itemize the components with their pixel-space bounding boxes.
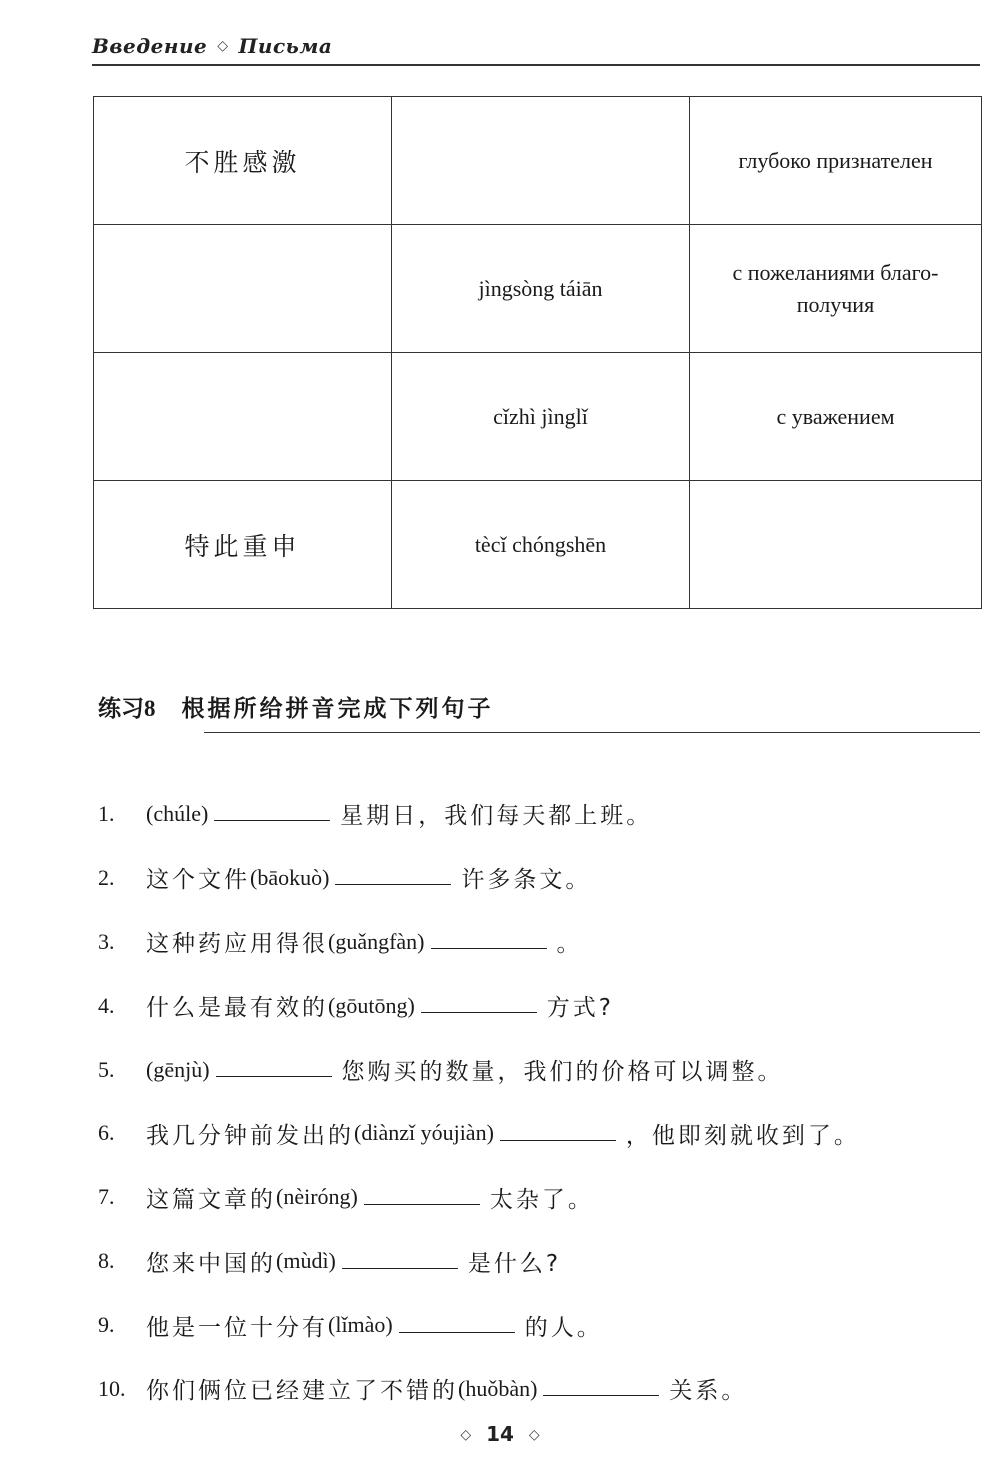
pinyin-hint: (bāokuò) (250, 864, 330, 890)
answer-blank[interactable] (399, 1314, 515, 1333)
diamond-right-icon: ◇ (528, 1427, 540, 1443)
sentence-number: 9. (98, 1312, 115, 1338)
sentence-item (98, 1229, 978, 1293)
sentence-text-after: 太杂了。 (489, 1186, 594, 1213)
sentence-number: 4. (98, 992, 115, 1018)
pinyin-cell: cǐzhì jìnglǐ (392, 353, 690, 481)
exercise-title: 根据所给拼音完成下列句子 (181, 696, 494, 722)
diamond-left-icon: ◇ (460, 1427, 472, 1443)
sentence-item (98, 1038, 978, 1102)
table-row (94, 225, 982, 353)
sentence-item (98, 1357, 978, 1421)
hanzi-cell: 特此重申 (94, 481, 392, 609)
answer-blank[interactable] (500, 1122, 616, 1141)
sentence-text-before: 什么是最有效的 (146, 995, 328, 1022)
sentence-text-after: 您购买的数量，我们的价格可以调整。 (341, 1059, 784, 1085)
sentence-text-before: 我几分钟前发出的 (146, 1122, 354, 1149)
page-number: 14 (486, 1422, 514, 1446)
exercise-number: 练习8 (98, 696, 156, 721)
sentence-text-after: 星期日，我们每天都上班。 (340, 803, 653, 830)
diamond-separator-icon: ◇ (217, 38, 229, 54)
answer-blank[interactable] (421, 994, 537, 1013)
sentence-item (98, 1101, 978, 1165)
pinyin-hint: (nèiróng) (276, 1184, 358, 1210)
sentence-list (98, 782, 978, 1421)
page-footer (0, 1422, 1000, 1446)
vocabulary-table (93, 96, 982, 609)
hanzi-cell: 不胜感激 (94, 97, 392, 225)
sentence-text-after: 关系。 (669, 1378, 748, 1405)
sentence-text-after: 是什么? (467, 1250, 562, 1277)
sentence-text-after: 方式? (546, 995, 614, 1022)
pinyin-hint: (lǐmào) (328, 1312, 393, 1338)
answer-blank[interactable] (431, 930, 547, 949)
sentence-item (98, 974, 978, 1038)
sentence-number: 8. (98, 1248, 115, 1274)
pinyin-cell: jìngsòng táiān (392, 225, 690, 353)
sentence-text-before: 这个文件 (146, 867, 250, 894)
hanzi-cell (94, 225, 392, 353)
pinyin-hint: (gēnjù) (146, 1056, 210, 1082)
hanzi-cell (94, 353, 392, 481)
sentence-text-after: 。 (556, 931, 583, 958)
sentence-number: 10. (98, 1375, 126, 1401)
sentence-number: 7. (98, 1184, 115, 1210)
sentence-text-after: 许多条文。 (461, 867, 592, 894)
answer-blank[interactable] (216, 1058, 332, 1077)
pinyin-hint: (gōutōng) (328, 992, 415, 1018)
pinyin-cell (392, 97, 690, 225)
sentence-text-before: 这种药应用得很 (146, 931, 328, 958)
pinyin-hint: (huǒbàn) (458, 1375, 538, 1401)
answer-blank[interactable] (335, 866, 451, 885)
russian-cell (690, 481, 982, 609)
answer-blank[interactable] (364, 1186, 480, 1205)
sentence-text-before: 他是一位十分有 (146, 1314, 328, 1341)
sentence-number: 6. (98, 1120, 115, 1146)
pinyin-cell: tècǐ chóngshēn (392, 481, 690, 609)
russian-cell: глубоко признателен (690, 97, 982, 225)
sentence-text-before: 您来中国的 (146, 1250, 276, 1277)
header-rule (92, 64, 980, 66)
sentence-number: 2. (98, 864, 115, 890)
sentence-text-after: 的人。 (524, 1314, 603, 1341)
table-row (94, 97, 982, 225)
pinyin-hint: (mùdì) (276, 1248, 336, 1274)
table-row (94, 353, 982, 481)
sentence-number: 3. (98, 928, 115, 954)
sentence-item (98, 910, 978, 974)
russian-cell: с уважением (690, 353, 982, 481)
exercise-rule (204, 732, 980, 733)
answer-blank[interactable] (543, 1377, 659, 1396)
sentence-number: 5. (98, 1056, 115, 1082)
sentence-text-before: 你们俩位已经建立了不错的 (146, 1378, 458, 1405)
sentence-text-after: ，他即刻就收到了。 (625, 1122, 860, 1149)
answer-blank[interactable] (214, 802, 330, 821)
pinyin-hint: (chúle) (146, 800, 209, 826)
section-title: Письма (238, 34, 333, 58)
russian-cell: с пожеланиями благо- получия (690, 225, 982, 353)
exercise-heading (98, 690, 494, 723)
table-row (94, 481, 982, 609)
sentence-item (98, 846, 978, 910)
pinyin-hint: (diànzǐ yóujiàn) (354, 1120, 494, 1146)
sentence-number: 1. (98, 800, 115, 826)
sentence-item (98, 1165, 978, 1229)
chapter-title: Введение (92, 34, 208, 58)
sentence-item (98, 1293, 978, 1357)
sentence-item (98, 782, 978, 846)
running-header (92, 34, 332, 58)
answer-blank[interactable] (342, 1250, 458, 1269)
sentence-text-before: 这篇文章的 (146, 1186, 276, 1213)
pinyin-hint: (guǎngfàn) (328, 928, 425, 954)
